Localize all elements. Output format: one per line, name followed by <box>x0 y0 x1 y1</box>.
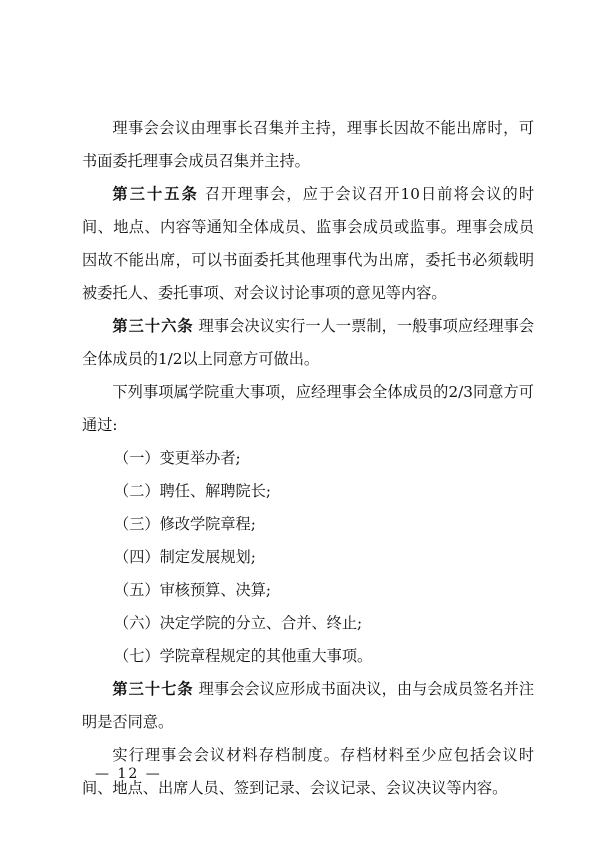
list-item: （二）聘任、解聘院长; <box>114 482 271 500</box>
paragraph-text: 下列事项属学院重大事项，应经理事会全体成员的2/3同意方可通过: <box>82 383 534 434</box>
list-item: （三）修改学院章程; <box>114 515 256 533</box>
list-item: （一）变更举办者; <box>114 449 241 467</box>
paragraph-meeting-chair <box>82 112 534 178</box>
list-item: （四）制定发展规划; <box>114 548 256 566</box>
article-36 <box>82 310 534 376</box>
paragraph-text: 理事会会议由理事长召集并主持，理事长因故不能出席时，可书面委托理事会成员召集并主持。 <box>82 119 534 170</box>
article-37 <box>82 673 534 739</box>
paragraph-major-matters <box>82 376 534 442</box>
list-item: （七）学院章程规定的其他重大事项。 <box>114 647 373 665</box>
paragraph-text: 理事会会议应形成书面决议，由与会成员签名并注明是否同意。 <box>82 680 535 731</box>
article-label: 第三十六条 <box>112 317 194 335</box>
list-item: （五）审核预算、决算; <box>114 581 271 599</box>
paragraph-text: 召开理事会，应于会议召开10日前将会议的时间、地点、内容等通知全体成员、监事会成员或监事。理事会成员因故不能出席，可以书面委托其他理事代为出席，委托书必须载明被委托人、委托事项、对会议讨论事项的意见等内容。 <box>82 185 535 302</box>
paragraph-text: 理事会决议实行一人一票制，一般事项应经理事会全体成员的1/2以上同意方可做出。 <box>82 317 535 368</box>
article-35 <box>82 178 534 310</box>
article-label: 第三十五条 <box>112 185 199 203</box>
article-label: 第三十七条 <box>112 680 194 698</box>
paragraph-text: 实行理事会会议材料存档制度。存档材料至少应包括会议时间、地点、出席人员、签到记录、会议记录、会议决议等内容。 <box>82 746 534 797</box>
document-body <box>82 112 534 805</box>
list-item: （六）决定学院的分立、合并、终止; <box>114 614 363 632</box>
page-number: — 12 — <box>95 766 162 782</box>
